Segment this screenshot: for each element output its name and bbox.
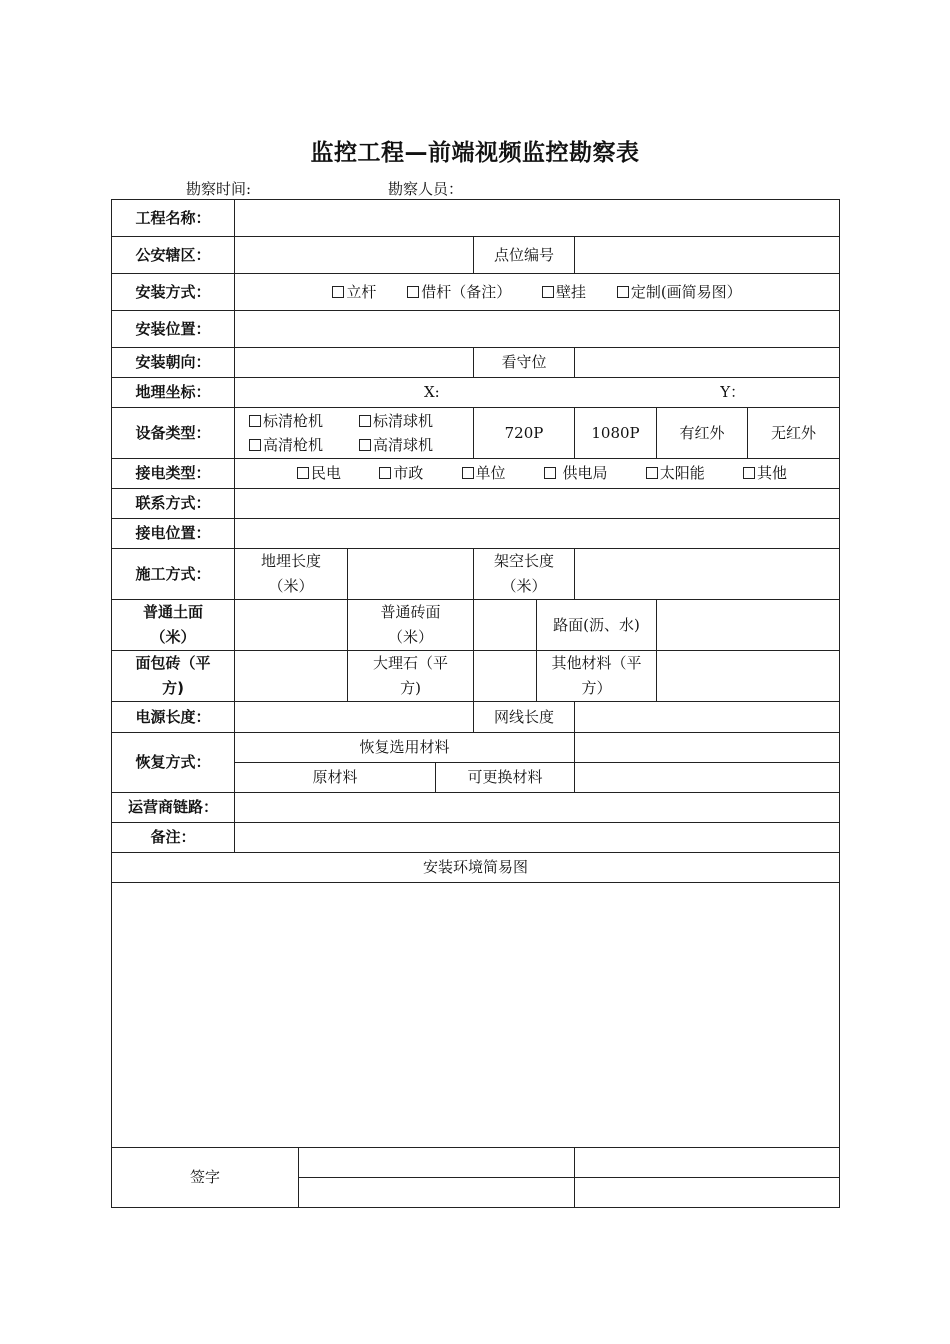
checkbox-icon <box>249 415 261 427</box>
install-option-custom[interactable]: 定制(画简易图） <box>617 280 742 305</box>
overhead-length-field[interactable] <box>575 549 840 600</box>
checkbox-icon <box>379 467 391 479</box>
install-location-label: 安装位置： <box>112 311 235 348</box>
checkbox-icon <box>462 467 474 479</box>
buried-length-label: 地埋长度 （米） <box>235 549 348 600</box>
device-option-sd-bullet[interactable]: 标清枪机 <box>249 409 359 433</box>
project-name-field[interactable] <box>235 200 840 237</box>
guard-position-field[interactable] <box>575 348 840 378</box>
remarks-field[interactable] <box>235 823 840 853</box>
infrared-yes[interactable]: 有红外 <box>657 408 748 459</box>
signature-field-4[interactable] <box>575 1178 840 1208</box>
power-location-label: 接电位置： <box>112 519 235 549</box>
surveyor-label: 勘察人员： <box>388 180 464 198</box>
checkbox-icon <box>297 467 309 479</box>
restore-material-field[interactable] <box>575 733 840 763</box>
restore-material-detail-field[interactable] <box>575 763 840 793</box>
restore-material-label: 恢复选用材料 <box>235 733 575 763</box>
construction-label: 施工方式： <box>112 549 235 600</box>
power-option-other[interactable]: 其他 <box>743 461 787 486</box>
brick-surface-label: 普通砖面 （米） <box>348 600 474 651</box>
remarks-label: 备注： <box>112 823 235 853</box>
contact-field[interactable] <box>235 489 840 519</box>
signature-label: 签字 <box>112 1148 299 1208</box>
install-method-options <box>235 274 840 311</box>
checkbox-icon <box>646 467 658 479</box>
checkbox-icon <box>407 286 419 298</box>
device-option-sd-dome[interactable]: 标清球机 <box>359 409 469 433</box>
other-material-label: 其他材料（平 方） <box>537 651 657 702</box>
guard-position-label: 看守位 <box>474 348 575 378</box>
install-option-borrowed-pole[interactable]: 借杆（备注） <box>407 280 511 305</box>
sketch-title: 安装环境简易图 <box>112 853 840 883</box>
point-number-label: 点位编号 <box>474 237 575 274</box>
replaceable-material-option[interactable]: 可更换材料 <box>436 763 575 793</box>
other-material-field[interactable] <box>657 651 840 702</box>
contact-label: 联系方式： <box>112 489 235 519</box>
point-number-field[interactable] <box>575 237 840 274</box>
survey-form-table <box>111 199 840 1208</box>
geo-coords-field[interactable] <box>235 378 840 408</box>
resolution-720p[interactable]: 720P <box>474 408 575 459</box>
bread-brick-field[interactable] <box>235 651 348 702</box>
power-option-power-bureau[interactable]: 供电局 <box>544 461 608 486</box>
project-name-label: 工程名称： <box>112 200 235 237</box>
marble-label: 大理石（平 方) <box>348 651 474 702</box>
install-direction-field[interactable] <box>235 348 474 378</box>
checkbox-icon <box>542 286 554 298</box>
survey-time-label: 勘察时间: <box>186 180 252 198</box>
device-option-hd-dome[interactable]: 高清球机 <box>359 433 469 457</box>
buried-length-field[interactable] <box>348 549 474 600</box>
power-length-field[interactable] <box>235 702 474 733</box>
checkbox-icon <box>617 286 629 298</box>
overhead-length-label: 架空长度 （米） <box>474 549 575 600</box>
power-type-label: 接电类型： <box>112 459 235 489</box>
sketch-area[interactable] <box>112 883 840 1148</box>
device-option-hd-bullet[interactable]: 高清枪机 <box>249 433 359 457</box>
geo-coords-label: 地理坐标： <box>112 378 235 408</box>
checkbox-icon <box>359 415 371 427</box>
cable-length-label: 网线长度 <box>474 702 575 733</box>
install-option-wall[interactable]: 壁挂 <box>542 280 586 305</box>
restore-method-label: 恢复方式： <box>112 733 235 793</box>
resolution-1080p[interactable]: 1080P <box>575 408 657 459</box>
checkbox-icon <box>332 286 344 298</box>
power-option-municipal[interactable]: 市政 <box>379 461 423 486</box>
power-type-options <box>235 459 840 489</box>
install-location-field[interactable] <box>235 311 840 348</box>
original-material-option[interactable]: 原材料 <box>235 763 436 793</box>
power-option-unit[interactable]: 单位 <box>462 461 506 486</box>
x-coord-label: X: <box>424 383 440 401</box>
device-type-options <box>235 408 474 459</box>
install-method-label: 安装方式： <box>112 274 235 311</box>
signature-field-2[interactable] <box>575 1148 840 1178</box>
carrier-link-field[interactable] <box>235 793 840 823</box>
checkbox-icon <box>544 467 556 479</box>
power-option-solar[interactable]: 太阳能 <box>646 461 705 486</box>
install-direction-label: 安装朝向： <box>112 348 235 378</box>
cable-length-field[interactable] <box>575 702 840 733</box>
bread-brick-label: 面包砖（平 方) <box>112 651 235 702</box>
police-district-field[interactable] <box>235 237 474 274</box>
infrared-no[interactable]: 无红外 <box>748 408 840 459</box>
checkbox-icon <box>249 439 261 451</box>
signature-field-3[interactable] <box>299 1178 575 1208</box>
road-surface-field[interactable] <box>657 600 840 651</box>
police-district-label: 公安辖区： <box>112 237 235 274</box>
soil-surface-label: 普通土面 （米） <box>112 600 235 651</box>
device-type-label: 设备类型： <box>112 408 235 459</box>
power-option-civil[interactable]: 民电 <box>297 461 341 486</box>
soil-surface-field[interactable] <box>235 600 348 651</box>
carrier-link-label: 运营商链路： <box>112 793 235 823</box>
checkbox-icon <box>743 467 755 479</box>
road-surface-label: 路面(沥、水) <box>537 600 657 651</box>
power-location-field[interactable] <box>235 519 840 549</box>
signature-field-1[interactable] <box>299 1148 575 1178</box>
marble-field[interactable] <box>474 651 537 702</box>
power-length-label: 电源长度： <box>112 702 235 733</box>
brick-surface-field[interactable] <box>474 600 537 651</box>
page-title: 监控工程—前端视频监控勘察表 <box>310 140 640 166</box>
install-option-pole[interactable]: 立杆 <box>332 280 376 305</box>
checkbox-icon <box>359 439 371 451</box>
y-coord-label: Y： <box>720 383 746 401</box>
